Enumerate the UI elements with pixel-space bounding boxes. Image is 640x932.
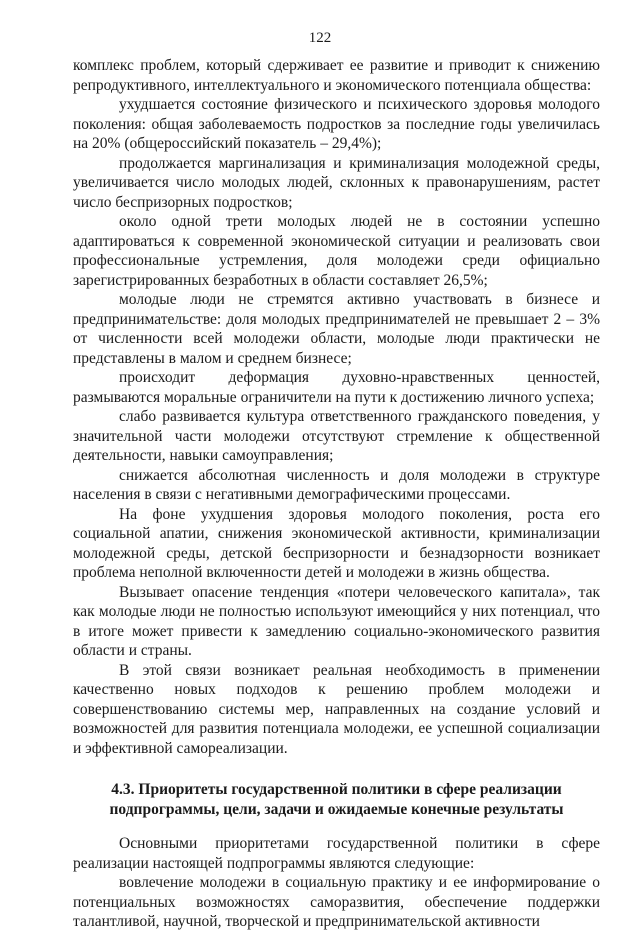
paragraph-inclusion: На фоне ухудшения здоровья молодого поколения, роста его социальной апатии, снижения экономической активности, криминализации молодежной среды, детской беспризорности и безнадзорности возникает проблема неполной включенности детей и молодежи в жизнь общества.	[73, 505, 600, 581]
section-heading-line-1: 4.3. Приоритеты государственной политики в сфере реализации	[111, 781, 562, 798]
paragraph-civic-culture: слабо развивается культура ответственного гражданского поведения, у значительной части молодежи отсутствуют стремление к общественной деятельности, навыки самоуправления;	[73, 408, 600, 464]
paragraph-business: молодые люди не стремятся активно участвовать в бизнесе и предпринимательстве: доля молодых предпринимателей не превышает 2 – 3% от численности всей молодежи области, молодые люди практически не представлены в малом и среднем бизнесе;	[73, 291, 600, 367]
paragraph-new-approaches: В этой связи возникает реальная необходимость в применении качественно новых подходов к решению проблем молодежи и совершенствованию системы мер, направленных на создание условий и возможностей для развития потенциала молодежи, ее успешной социализации и эффективной самореализации.	[73, 661, 600, 757]
paragraph-continuation: комплекс проблем, который сдерживает ее развитие и приводит к снижению репродуктивного, интеллектуального и экономического потенциала общества:	[73, 57, 600, 94]
paragraph-values: происходит деформация духовно-нравственных ценностей, размываются моральные ограничители на пути к достижению личного успеха;	[73, 369, 600, 406]
paragraph-priority-involvement: вовлечение молодежи в социальную практику и ее информирование о потенциальных возможностях саморазвития, обеспечение поддержки талантливой, научной, творческой и предпринимательской активности	[73, 874, 600, 930]
paragraph-health: ухудшается состояние физического и психического здоровья молодого поколения: общая заболеваемость подростков за последние годы увеличилась на 20% (общероссийский показатель – 29,4%);	[73, 96, 600, 152]
paragraph-priorities-intro: Основными приоритетами государственной политики в сфере реализации настоящей подпрограммы являются следующие:	[73, 835, 600, 872]
paragraph-marginalization: продолжается маргинализация и криминализация молодежной среды, увеличивается число молодых людей, склонных к правонарушениям, растет число беспризорных подростков;	[73, 154, 600, 211]
paragraph-demography: снижается абсолютная численность и доля молодежи в структуре населения в связи с негативными демографическими процессами.	[73, 466, 600, 503]
paragraph-human-capital: Вызывает опасение тенденция «потери человеческого капитала», так как молодые люди не полностью используют имеющийся у них потенциал, что в итоге может привести к замедлению социально-экономического развития области и страны.	[73, 583, 600, 659]
section-heading	[73, 780, 600, 820]
paragraph-adaptation: около одной трети молодых людей не в состоянии успешно адаптироваться к современной экономической ситуации и реализовать свои профессиональные устремления, доля молодежи среди официально зарегистрированных безработных в области составляет 26,5%;	[73, 213, 600, 289]
section-heading-line-2: подпрограммы, цели, задачи и ожидаемые конечные результаты	[109, 801, 564, 818]
page-number: 122	[308, 30, 332, 46]
